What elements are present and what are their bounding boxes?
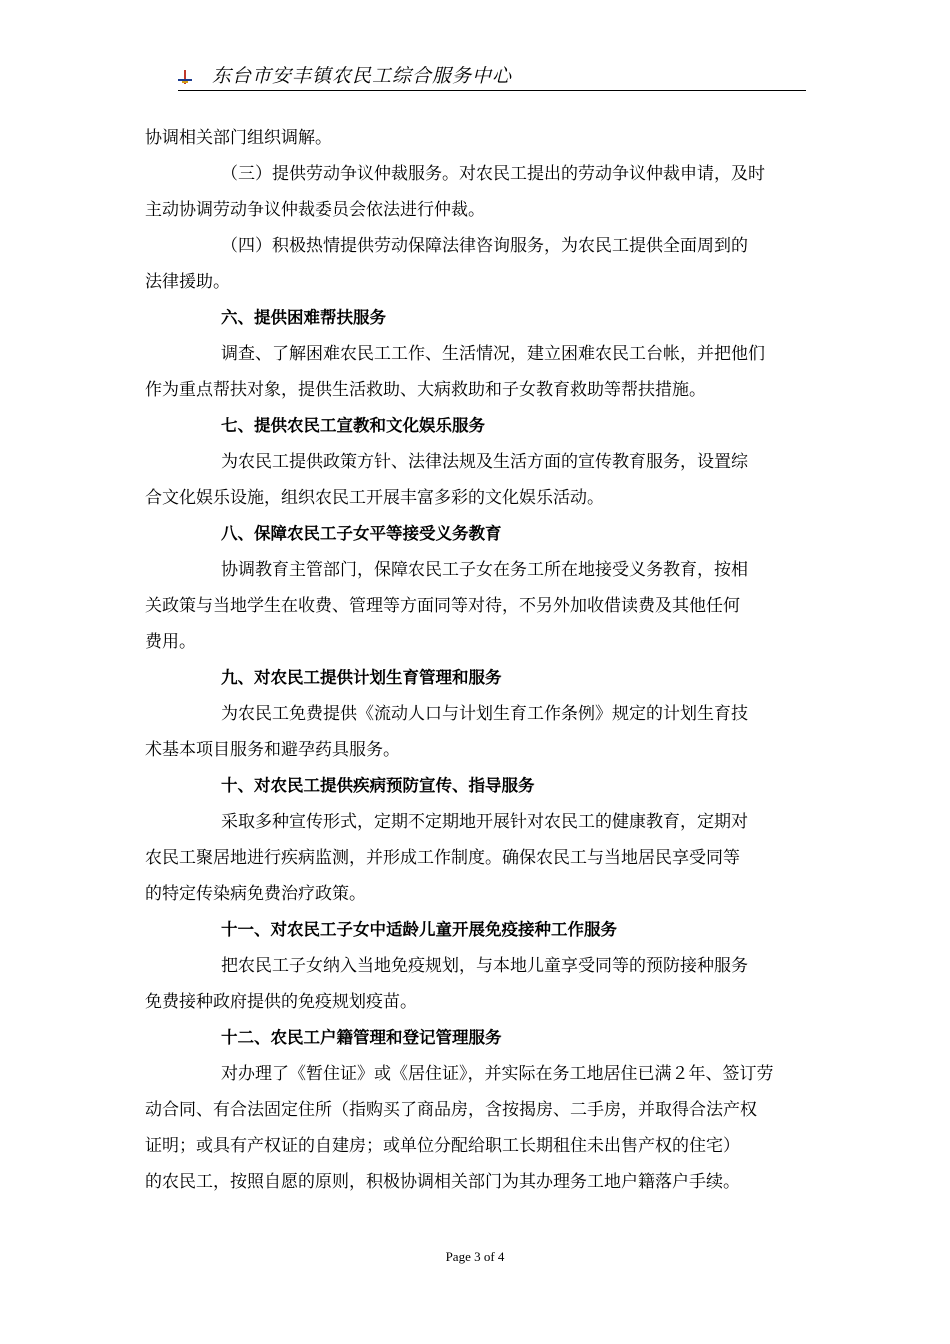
body-line: 的农民工，按照自愿的原则，积极协调相关部门为其办理务工地户籍落户手续。	[145, 1172, 740, 1192]
section-heading: 七、提供农民工宣教和文化娱乐服务	[221, 416, 485, 435]
body-line: （四）积极热情提供劳动保障法律咨询服务，为农民工提供全面周到的	[221, 236, 748, 256]
body-line: 作为重点帮扶对象，提供生活救助、大病救助和子女教育救助等帮扶措施。	[145, 380, 706, 400]
body-line: 证明；或具有产权证的自建房；或单位分配给职工长期租住未出售产权的住宅）	[145, 1136, 740, 1156]
body-line: 为农民工提供政策方针、法律法规及生活方面的宣传教育服务，设置综	[221, 452, 748, 472]
plus-cross-logo-icon	[178, 70, 192, 84]
body-line: 合文化娱乐设施，组织农民工开展丰富多彩的文化娱乐活动。	[145, 488, 604, 508]
body-line: 把农民工子女纳入当地免疫规划，与本地儿童享受同等的预防接种服务	[221, 956, 748, 976]
body-line: 主动协调劳动争议仲裁委员会依法进行仲裁。	[145, 200, 485, 220]
section-heading: 八、保障农民工子女平等接受义务教育	[221, 524, 502, 543]
body-line: 费用。	[145, 632, 196, 652]
section-heading: 十一、对农民工子女中适龄儿童开展免疫接种工作服务	[221, 920, 617, 939]
body-line: 为农民工免费提供《流动人口与计划生育工作条例》规定的计划生育技	[221, 704, 748, 724]
section-heading: 十二、农民工户籍管理和登记管理服务	[221, 1028, 502, 1047]
section-heading: 十、对农民工提供疾病预防宣传、指导服务	[221, 776, 535, 795]
body-line: 对办理了《暂住证》或《居住证》，并实际在务工地居住已满２年、签订劳	[221, 1064, 774, 1084]
page-number: Page 3 of 4	[445, 1249, 505, 1264]
body-line: 关政策与当地学生在收费、管理等方面同等对待，不另外加收借读费及其他任何	[145, 596, 740, 616]
body-line: 调查、了解困难农民工工作、生活情况，建立困难农民工台帐，并把他们	[221, 344, 765, 364]
section-heading: 九、对农民工提供计划生育管理和服务	[221, 668, 502, 687]
body-line: 协调教育主管部门，保障农民工子女在务工所在地接受义务教育，按相	[221, 560, 748, 580]
body-line: 法律援助。	[145, 272, 230, 292]
body-line: 采取多种宣传形式，定期不定期地开展针对农民工的健康教育，定期对	[221, 812, 748, 832]
body-line: 免费接种政府提供的免疫规划疫苗。	[145, 992, 417, 1012]
body-line: 动合同、有合法固定住所（指购买了商品房，含按揭房、二手房，并取得合法产权	[145, 1100, 757, 1120]
body-line: 的特定传染病免费治疗政策。	[145, 884, 366, 904]
body-line: （三）提供劳动争议仲裁服务。对农民工提出的劳动争议仲裁申请，及时	[221, 164, 765, 184]
page-header	[178, 64, 806, 91]
header-title: 东台市安丰镇农民工综合服务中心	[212, 65, 513, 87]
section-heading: 六、提供困难帮扶服务	[221, 308, 386, 327]
document-body	[145, 120, 807, 1200]
body-line: 协调相关部门组织调解。	[145, 128, 332, 148]
body-line: 农民工聚居地进行疾病监测，并形成工作制度。确保农民工与当地居民享受同等	[145, 848, 740, 868]
body-line: 术基本项目服务和避孕药具服务。	[145, 740, 400, 760]
